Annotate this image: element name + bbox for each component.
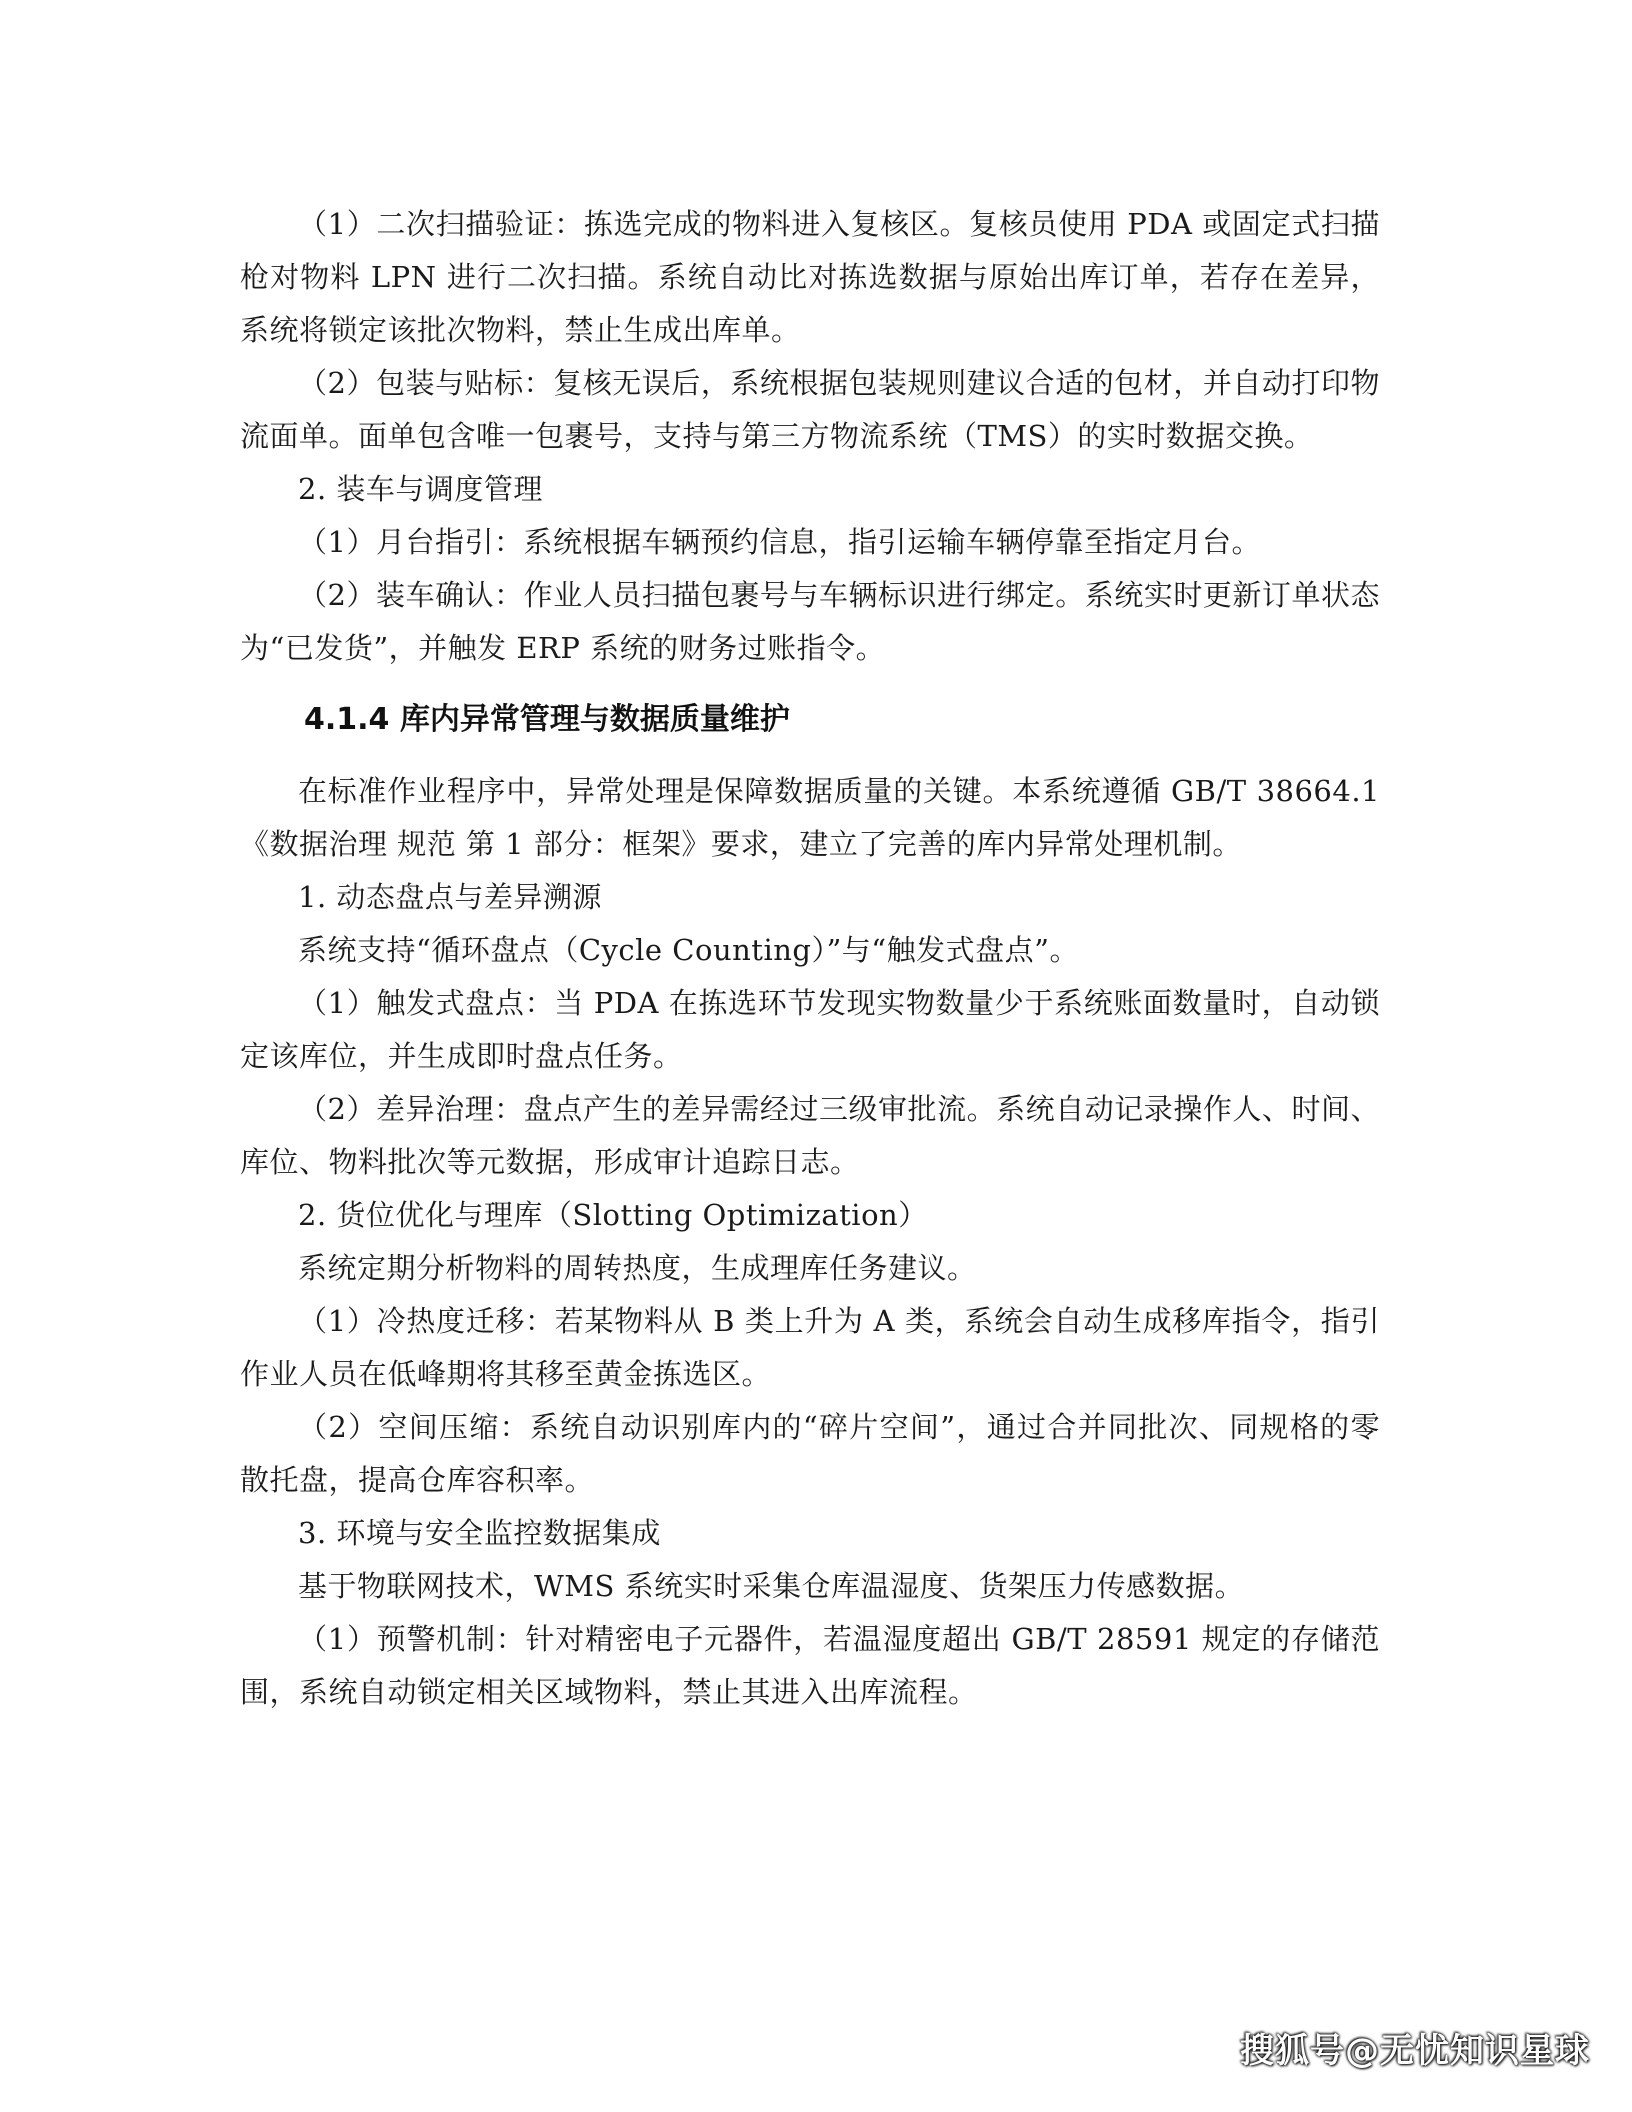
list-heading-slotting: 2. 货位优化与理库（Slotting Optimization） [298, 1198, 928, 1232]
paragraph-difference-governance: （2）差异治理：盘点产生的差异需经过三级审批流。系统自动记录操作人、时间、库位、物料批次等元数据，形成审计追踪日志。 [240, 1092, 1380, 1179]
paragraph-intro-exception: 在标准作业程序中，异常处理是保障数据质量的关键。本系统遵循 GB/T 38664.1《数据治理 规范 第 1 部分：框架》要求，建立了完善的库内异常处理机制。 [240, 774, 1380, 861]
list-heading-loading-dispatch: 2. 装车与调度管理 [298, 472, 543, 506]
paragraph-iot-collection: 基于物联网技术，WMS 系统实时采集仓库温湿度、货架压力传感数据。 [298, 1569, 1245, 1603]
section-heading: 4.1.4 库内异常管理与数据质量维护 [304, 702, 790, 737]
list-heading-dynamic-counting: 1. 动态盘点与差异溯源 [298, 880, 602, 914]
paragraph-secondary-scan: （1）二次扫描验证：拣选完成的物料进入复核区。复核员使用 PDA 或固定式扫描枪对物料 LPN 进行二次扫描。系统自动比对拣选数据与原始出库订单，若存在差异，系统将锁定该批次物料，禁止生成出库单。 [240, 207, 1380, 347]
paragraph-dock-guidance: （1）月台指引：系统根据车辆预约信息，指引运输车辆停靠至指定月台。 [298, 525, 1261, 559]
document-page [240, 198, 1380, 1719]
paragraph-cycle-counting: 系统支持“循环盘点（Cycle Counting）”与“触发式盘点”。 [298, 933, 1079, 967]
paragraph-triggered-counting: （1）触发式盘点：当 PDA 在拣选环节发现实物数量少于系统账面数量时，自动锁定该库位，并生成即时盘点任务。 [240, 986, 1380, 1073]
paragraph-loading-confirmation: （2）装车确认：作业人员扫描包裹号与车辆标识进行绑定。系统实时更新订单状态为“已发货”，并触发 ERP 系统的财务过账指令。 [240, 578, 1380, 665]
paragraph-space-compression: （2）空间压缩：系统自动识别库内的“碎片空间”，通过合并同批次、同规格的零散托盘，提高仓库容积率。 [240, 1410, 1380, 1497]
paragraph-hot-cold-migration: （1）冷热度迁移：若某物料从 B 类上升为 A 类，系统会自动生成移库指令，指引作业人员在低峰期将其移至黄金拣选区。 [240, 1304, 1380, 1391]
paragraph-alert-mechanism: （1）预警机制：针对精密电子元器件，若温湿度超出 GB/T 28591 规定的存储范围，系统自动锁定相关区域物料，禁止其进入出库流程。 [240, 1622, 1380, 1709]
paragraph-packaging-labeling: （2）包装与贴标：复核无误后，系统根据包装规则建议合适的包材，并自动打印物流面单。面单包含唯一包裹号，支持与第三方物流系统（TMS）的实时数据交换。 [240, 366, 1380, 453]
list-heading-environment-monitoring: 3. 环境与安全监控数据集成 [298, 1516, 661, 1550]
watermark: 搜狐号@无忧知识星球 [1240, 2031, 1590, 2071]
paragraph-slotting-analysis: 系统定期分析物料的周转热度，生成理库任务建议。 [298, 1251, 977, 1285]
